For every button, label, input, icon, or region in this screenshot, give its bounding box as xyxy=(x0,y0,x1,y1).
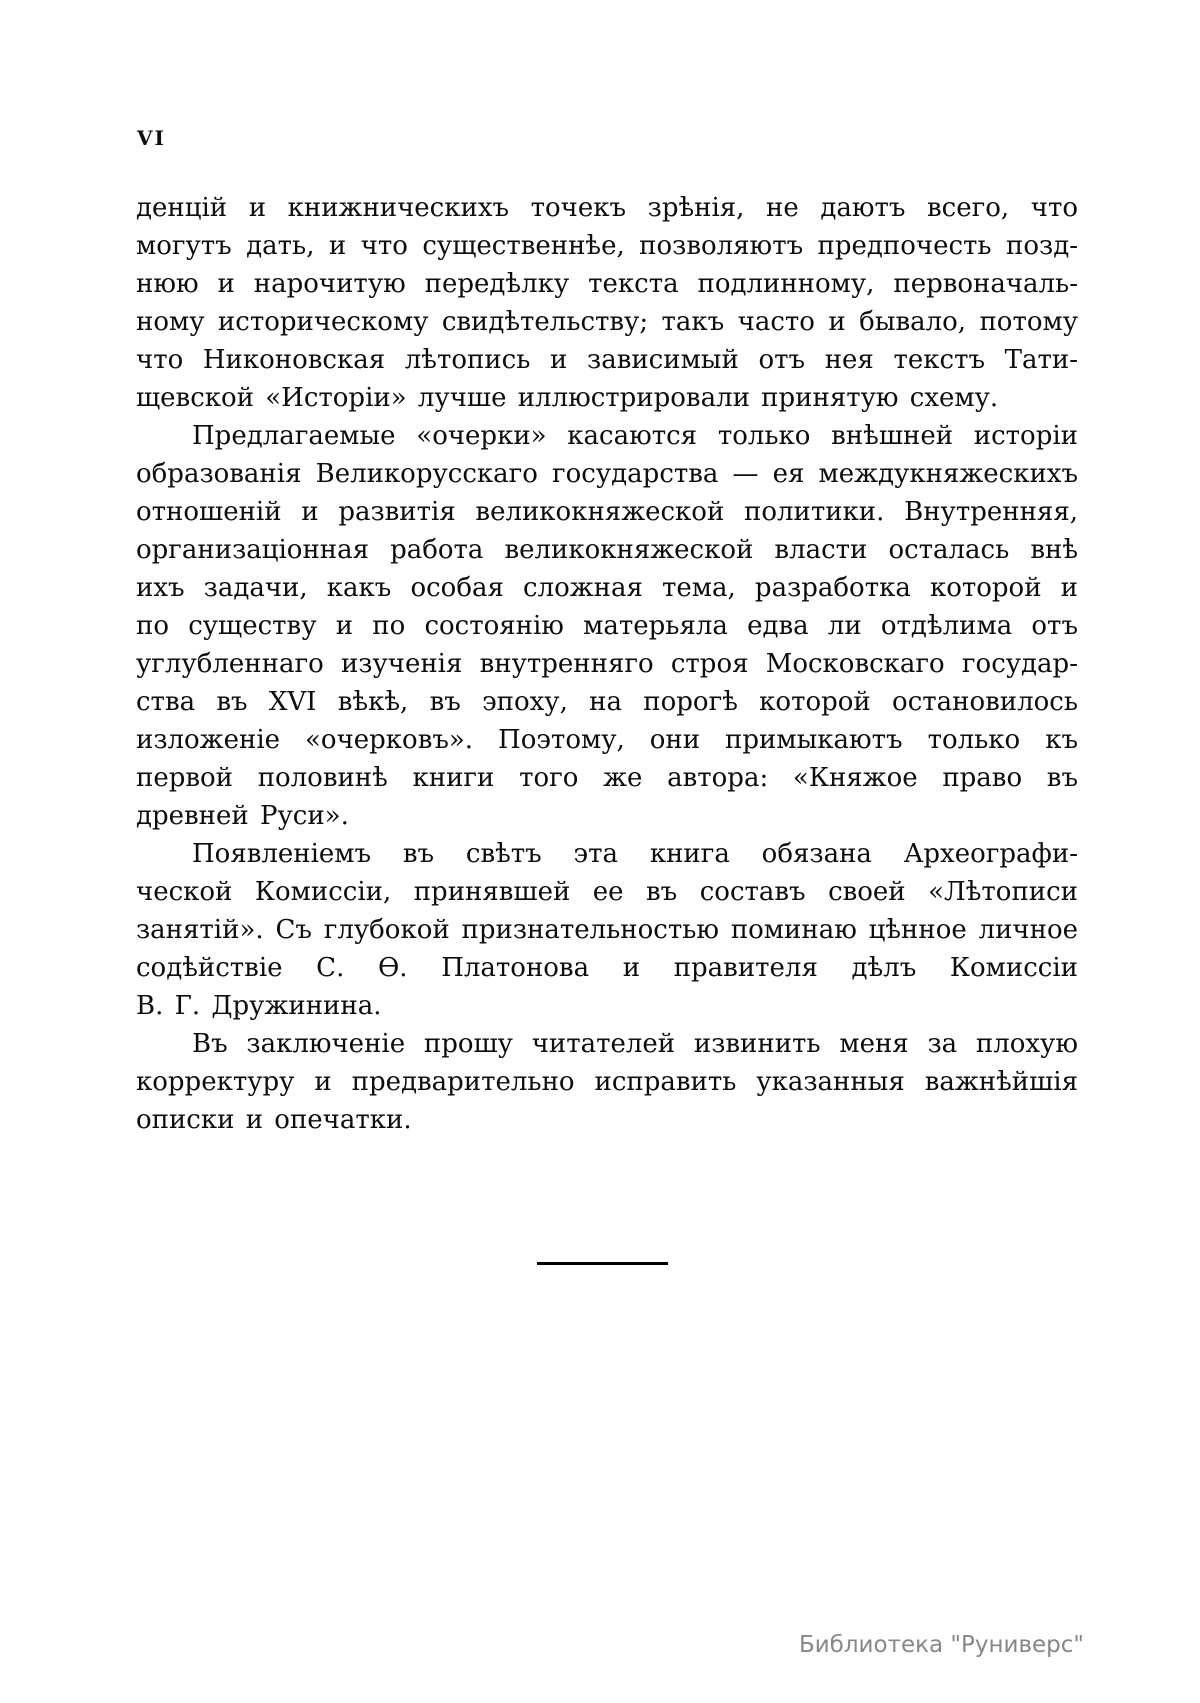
text-line: нюю и нарочитую передѣлку текста подлинному, первоначаль- xyxy=(136,269,1078,299)
text-line: организаціонная работа великокняжеской власти осталась внѣ xyxy=(136,535,1078,565)
text-line: ихъ задачи, какъ особая сложная тема, разработка которой и xyxy=(136,573,1078,603)
library-watermark: Библиотека "Руниверс" xyxy=(798,1632,1084,1658)
text-line: углубленнаго изученія внутренняго строя Московскаго государ- xyxy=(136,649,1078,679)
text-line: первой половинѣ книги того же автора: «Княжое право въ xyxy=(136,763,1078,793)
text-line: ства въ XVI вѣкѣ, въ эпоху, на порогѣ которой остановилось xyxy=(136,687,1078,717)
text-line: Въ заключеніе прошу читателей извинить меня за плохую xyxy=(192,1029,1078,1059)
text-line: по существу и по состоянію матерьяла едва ли отдѣлима отъ xyxy=(136,611,1078,641)
text-line: изложеніе «очерковъ». Поэтому, они примыкаютъ только къ xyxy=(136,725,1078,755)
text-line: В. Г. Дружинина. xyxy=(136,991,382,1021)
section-divider xyxy=(537,1262,668,1265)
text-line: содѣйствіе С. Ѳ. Платонова и правителя дѣлъ Комиссіи xyxy=(136,953,1078,983)
text-line: Появленіемъ въ свѣтъ эта книга обязана Археографи- xyxy=(192,839,1078,869)
text-line: ному историческому свидѣтельству; такъ часто и бывало, потому xyxy=(136,307,1078,337)
text-line: древней Руси». xyxy=(136,801,349,831)
page-number: VI xyxy=(137,126,166,150)
text-line: что Никоновская лѣтопись и зависимый отъ нея текстъ Тати- xyxy=(136,345,1078,375)
text-block xyxy=(136,189,1078,1139)
text-line: Предлагаемые «очерки» касаются только внѣшней исторіи xyxy=(192,421,1078,451)
text-line: ческой Комиссіи, принявшей ее въ составъ своей «Лѣтописи xyxy=(136,877,1078,907)
text-line: описки и опечатки. xyxy=(136,1105,412,1135)
text-line: отношеній и развитія великокняжеской политики. Внутренняя, xyxy=(136,497,1078,527)
text-line: занятій». Съ глубокой признательностью поминаю цѣнное личное xyxy=(136,915,1078,945)
text-line: денцій и книжническихъ точекъ зрѣнія, не даютъ всего, что xyxy=(136,193,1078,223)
paragraph xyxy=(136,1025,1078,1139)
paragraph xyxy=(136,189,1078,417)
text-line: могутъ дать, и что существеннѣе, позволяютъ предпочесть позд- xyxy=(136,231,1078,261)
text-line: образованія Великорусскаго государства — ея междукняжескихъ xyxy=(136,459,1078,489)
text-line: щевской «Исторіи» лучше иллюстрировали принятую схему. xyxy=(136,383,999,413)
paragraph xyxy=(136,417,1078,835)
text-line: корректуру и предварительно исправить указанныя важнѣйшія xyxy=(136,1067,1078,1097)
paragraph xyxy=(136,835,1078,1025)
